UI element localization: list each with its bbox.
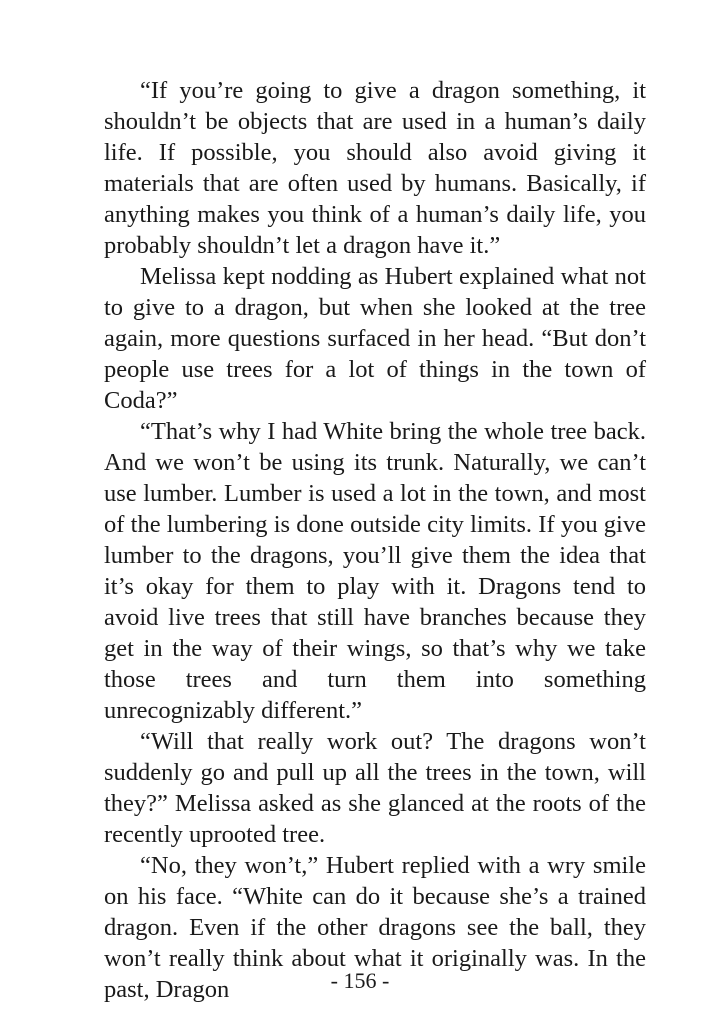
page-body [104, 75, 646, 1005]
paragraph-2: Melissa kept nodding as Hubert explained what not to give to a dragon, but when she looked at the tree again, more questions surfaced in her head. “But don’t people use trees for a lot of things in the town of Coda?” [104, 263, 646, 414]
paragraph-5: “No, they won’t,” Hubert replied with a wry smile on his face. “White can do it because she’s a trained dragon. Even if the other dragons see the ball, they won’t really think about what it originally was. In the past, Dragon [104, 852, 646, 1003]
paragraph-4: “Will that really work out? The dragons won’t suddenly go and pull up all the trees in the town, will they?” Melissa asked as she glanced at the roots of the recently uprooted tree. [104, 728, 646, 848]
paragraph-1: “If you’re going to give a dragon something, it shouldn’t be objects that are used in a human’s daily life. If possible, you should also avoid giving it materials that are often used by humans. Basically, if anything makes you think of a human’s daily life, you probably shouldn’t let a dragon have it.” [104, 77, 646, 259]
page-number: - 156 - [330, 968, 390, 993]
paragraph-3: “That’s why I had White bring the whole tree back. And we won’t be using its trunk. Naturally, we can’t use lumber. Lumber is used a lot in the town, and most of the lumbering is done outside city limits. If you give lumber to the dragons, you’ll give them the idea that it’s okay for them to play with it. Dragons tend to avoid live trees that still have branches because they get in the way of their wings, so that’s why we take those trees and turn them into something unrecognizably different.” [104, 418, 646, 724]
